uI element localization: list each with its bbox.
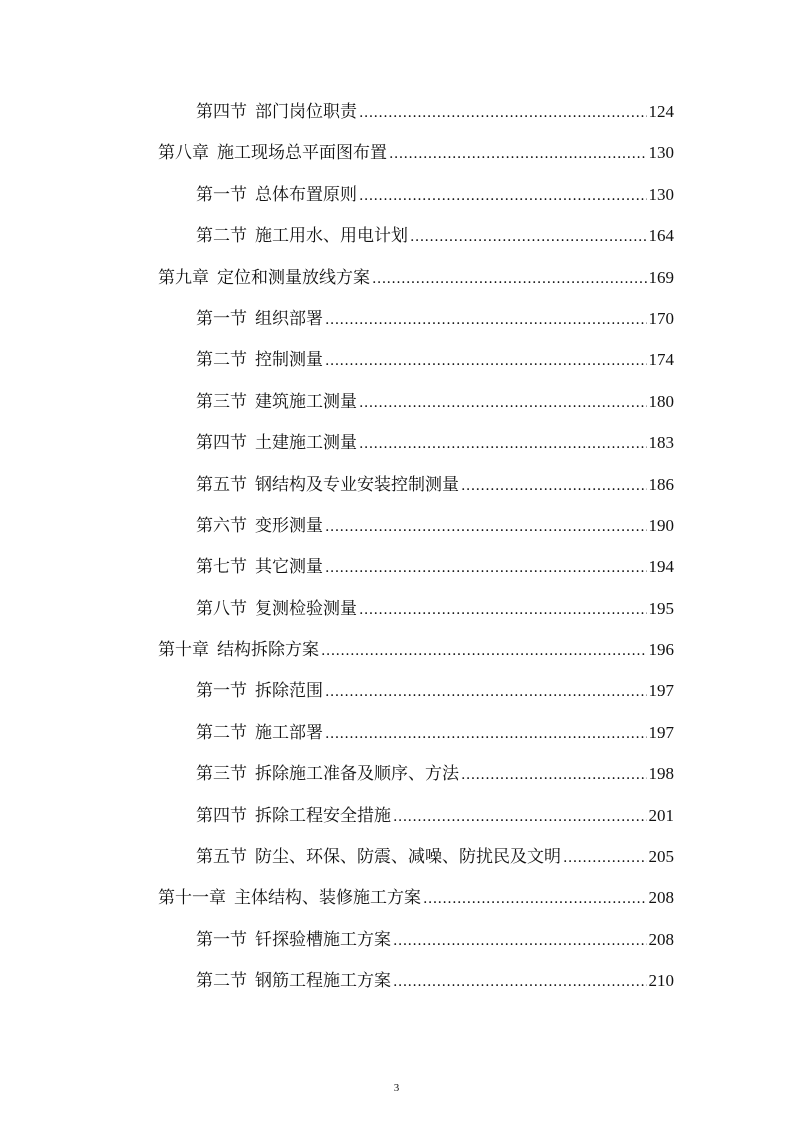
toc-entry-title: 复测检验测量 [255, 598, 357, 619]
dot-leader [321, 630, 647, 672]
toc-entry[interactable] [158, 712, 674, 753]
toc-entry-label: 第八节 [196, 598, 247, 619]
dot-leader [359, 175, 647, 217]
toc-entry[interactable] [158, 505, 674, 546]
toc-entry-page: 208 [648, 929, 674, 949]
toc-entry-label: 第三节 [196, 391, 247, 412]
toc-entry[interactable] [158, 960, 674, 1001]
toc-entry[interactable] [158, 298, 674, 339]
toc-entry[interactable] [158, 422, 674, 463]
toc-entry-label: 第二节 [196, 971, 247, 992]
toc-entry-label: 第二节 [196, 350, 247, 371]
toc-entry-title: 建筑施工测量 [255, 391, 357, 412]
toc-entry[interactable] [158, 588, 674, 629]
toc-entry-title: 防尘、环保、防震、减噪、防扰民及文明 [255, 847, 561, 868]
dot-leader [325, 299, 647, 341]
toc-entry[interactable] [158, 877, 674, 918]
toc-entry-label: 第八章 [158, 143, 209, 164]
dot-leader [393, 796, 647, 838]
toc-entry-page: 180 [648, 391, 674, 411]
dot-leader [325, 547, 647, 589]
toc-entry-label: 第四节 [196, 805, 247, 826]
toc-entry-label: 第一节 [196, 929, 247, 950]
toc-entry-label: 第二节 [196, 226, 247, 247]
toc-entry-label: 第十章 [158, 640, 209, 661]
toc-entry-page: 190 [648, 515, 674, 535]
toc-entry[interactable] [158, 546, 674, 587]
toc-entry[interactable] [158, 174, 674, 215]
toc-entry-label: 第四节 [196, 102, 247, 122]
toc-entry-page: 124 [648, 102, 674, 121]
toc-entry[interactable] [158, 919, 674, 960]
toc-entry-page: 205 [648, 847, 674, 867]
toc-entry-title: 定位和测量放线方案 [217, 267, 370, 288]
toc-entry[interactable] [158, 215, 674, 256]
dot-leader [563, 837, 647, 879]
toc-entry-label: 第十一章 [158, 888, 226, 909]
toc-entry-title: 控制测量 [255, 350, 323, 371]
toc-entry[interactable] [158, 836, 674, 877]
toc-entry-label: 第六节 [196, 515, 247, 536]
toc-entry-page: 186 [648, 474, 674, 494]
toc-entry-page: 201 [648, 805, 674, 825]
toc-entry-page: 130 [648, 184, 674, 204]
dot-leader [393, 920, 647, 962]
toc-entry-title: 变形测量 [255, 515, 323, 536]
toc-entry-page: 170 [648, 308, 674, 328]
toc-entry-label: 第九章 [158, 267, 209, 288]
toc-entry-title: 结构拆除方案 [217, 640, 319, 661]
toc-entry[interactable] [158, 795, 674, 836]
dot-leader [359, 382, 647, 424]
toc-entry[interactable] [158, 670, 674, 711]
toc-entry-label: 第一节 [196, 308, 247, 329]
dot-leader [325, 340, 647, 382]
toc-entry-label: 第一节 [196, 681, 247, 702]
toc-entry-title: 主体结构、装修施工方案 [234, 888, 421, 909]
toc-entry-title: 土建施工测量 [255, 433, 357, 454]
dot-leader [359, 92, 647, 134]
dot-leader [325, 713, 647, 755]
toc-entry[interactable] [158, 753, 674, 794]
toc-entry-title: 拆除施工准备及顺序、方法 [255, 764, 459, 785]
toc-entry-page: 197 [648, 722, 674, 742]
toc-entry-label: 第三节 [196, 764, 247, 785]
toc-entry[interactable] [158, 339, 674, 380]
toc-entry[interactable] [158, 91, 674, 132]
toc-entry[interactable] [158, 257, 674, 298]
dot-leader [393, 961, 647, 1003]
toc-entry-label: 第二节 [196, 722, 247, 743]
dot-leader [372, 258, 647, 300]
toc-entry-page: 197 [648, 681, 674, 701]
dot-leader [423, 878, 647, 920]
toc-entry-title: 其它测量 [255, 557, 323, 578]
dot-leader [461, 465, 647, 507]
toc-entry[interactable] [158, 132, 674, 173]
dot-leader [359, 423, 647, 465]
toc-entry-title: 钎探验槽施工方案 [255, 929, 391, 950]
toc-entry-title: 钢筋工程施工方案 [255, 971, 391, 992]
toc-entry-page: 198 [648, 764, 674, 784]
toc-entry-page: 195 [648, 598, 674, 618]
toc-entry-label: 第一节 [196, 184, 247, 205]
toc-entry-title: 组织部署 [255, 308, 323, 329]
toc-entry-title: 总体布置原则 [255, 184, 357, 205]
toc-entry-title: 拆除范围 [255, 681, 323, 702]
toc-entry-title: 部门岗位职责 [255, 102, 357, 122]
dot-leader [325, 506, 647, 548]
toc-entry-label: 第五节 [196, 847, 247, 868]
toc-entry-page: 196 [648, 640, 674, 660]
toc-entry-title: 施工用水、用电计划 [255, 226, 408, 247]
toc-entry[interactable] [158, 629, 674, 670]
dot-leader [359, 589, 647, 631]
dot-leader [410, 216, 647, 258]
toc-entry-page: 183 [648, 433, 674, 453]
toc-entry-page: 174 [648, 350, 674, 370]
toc-entry[interactable] [158, 464, 674, 505]
dot-leader [389, 133, 647, 175]
toc-entry[interactable] [158, 381, 674, 422]
toc-entry-title: 施工现场总平面图布置 [217, 143, 387, 164]
toc-entry-page: 194 [648, 557, 674, 577]
toc-entry-title: 钢结构及专业安装控制测量 [255, 474, 459, 495]
toc-entry-label: 第七节 [196, 557, 247, 578]
toc-entry-label: 第四节 [196, 433, 247, 454]
toc-entry-page: 208 [648, 888, 674, 908]
dot-leader [461, 754, 647, 796]
page-number: 3 [393, 1082, 400, 1094]
toc-entry-page: 210 [648, 971, 674, 991]
toc-entry-page: 130 [648, 143, 674, 163]
toc-entry-label: 第五节 [196, 474, 247, 495]
dot-leader [325, 671, 647, 713]
toc-entry-title: 拆除工程安全措施 [255, 805, 391, 826]
toc-entry-page: 169 [648, 267, 674, 287]
toc-entry-title: 施工部署 [255, 722, 323, 743]
table-of-contents [158, 91, 674, 1002]
toc-entry-page: 164 [648, 226, 674, 246]
